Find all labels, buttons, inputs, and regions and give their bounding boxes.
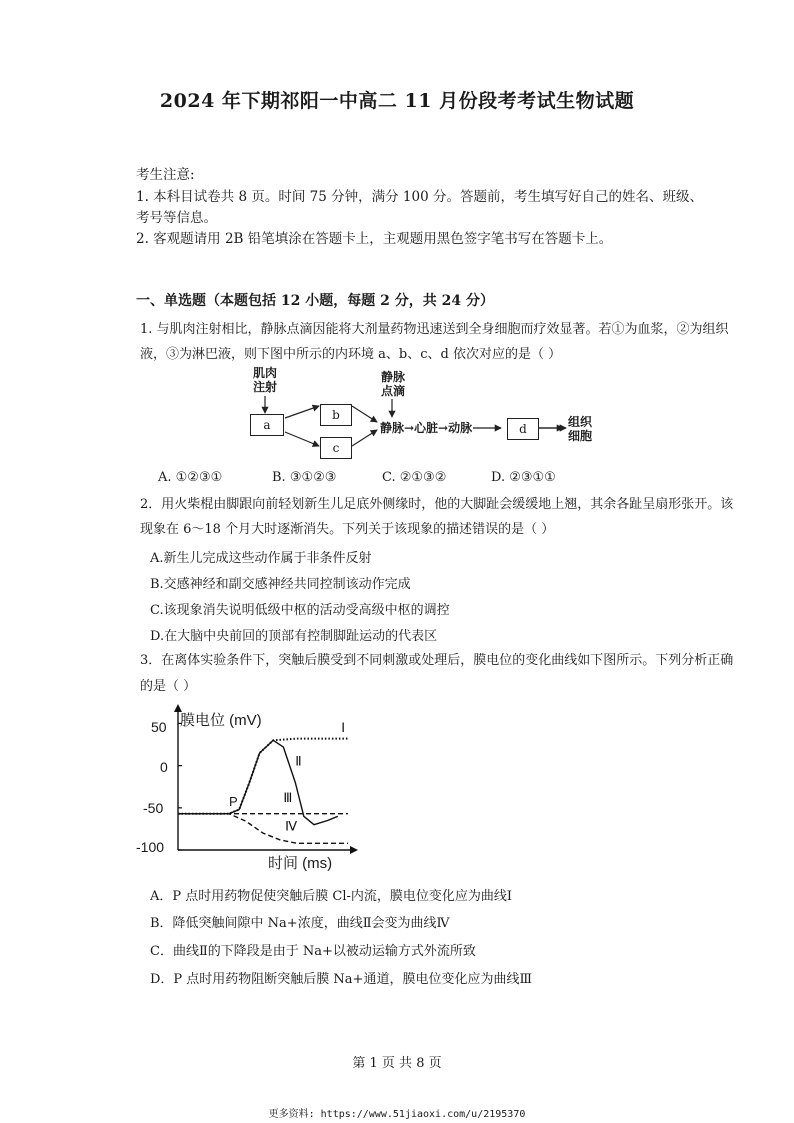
q2-option-c[interactable]: C.该现象消失说明低级中枢的活动受高级中枢的调控 <box>150 603 450 618</box>
vein-heart-artery-label: 静脉→心脏→动脉 <box>380 421 473 435</box>
series-label-1: Ⅰ <box>341 719 346 735</box>
q1-stem-line2: 液，③为淋巴液，则下图中所示的内环境 a、b、c、d 依次对应的是（ ） <box>140 347 562 362</box>
q2-stem-line2: 现象在 6～18 个月大时逐渐消失。下列关于该现象的描述错误的是（ ） <box>140 522 555 537</box>
q3-option-d[interactable]: D．P 点时用药物阻断突触后膜 Na+通道，膜电位变化应为曲线Ⅲ <box>150 972 532 987</box>
d-to-tissue-arrow <box>536 420 570 436</box>
y-tick-label: -50 <box>143 800 164 816</box>
y-axis-label: 膜电位 (mV) <box>180 712 262 729</box>
intramuscular-label: 肌肉 注射 <box>253 366 278 394</box>
notice-heading: 考生注意: <box>136 167 195 183</box>
q3-stem-line1: 3．在离体实验条件下，突触后膜受到不同刺激或处理后，膜电位的变化曲线如下图所示。下列分析正确 <box>140 653 734 668</box>
section-heading: 一、单选题（本题包括 12 小题，每题 2 分，共 24 分） <box>136 293 494 309</box>
notice-line-2: 2. 客观题请用 2B 铅笔填涂在答题卡上，主观题用黑色签字笔书写在答题卡上。 <box>136 231 613 247</box>
q2-option-a[interactable]: A.新生儿完成这些动作属于非条件反射 <box>150 551 372 566</box>
point-p-label: P <box>229 794 238 809</box>
page-footer: 第 1 页 共 8 页 <box>352 1056 442 1071</box>
q3-stem-line2: 的是（ ） <box>140 679 197 694</box>
q1-option-a[interactable]: A. ①②③① <box>158 470 223 485</box>
q1-stem-line1: 1. 与肌肉注射相比，静脉点滴因能将大剂量药物迅速送到全身细胞而疗效显著。若①为血浆，②为组织 <box>140 322 729 337</box>
node-d: d <box>507 418 539 440</box>
x-axis-arrow <box>350 846 358 854</box>
q1-option-d[interactable]: D. ②③①① <box>491 470 556 485</box>
series-label-4: Ⅳ <box>285 818 298 834</box>
exam-title: 2024 年下期祁阳一中高二 11 月份段考考试生物试题 <box>159 90 635 112</box>
q2-stem-line1: 2．用火柴棍由脚跟向前轻划新生儿足底外侧缘时，他的大脚趾会缓缓地上翘，其余各趾呈扇形张开。该 <box>140 497 734 512</box>
iv-drip-label: 静脉 点滴 <box>381 370 406 398</box>
node-a: a <box>250 414 284 436</box>
q3-option-b[interactable]: B．降低突触间隙中 Na+浓度，曲线Ⅱ会变为曲线Ⅳ <box>150 916 450 931</box>
q1-option-b[interactable]: B. ③①②③ <box>272 470 337 485</box>
x-axis-label: 时间 (ms) <box>268 855 333 872</box>
q3-option-c[interactable]: C．曲线Ⅱ的下降段是由于 Na+以被动运输方式外流所致 <box>150 944 476 959</box>
notice-line-1b: 考号等信息。 <box>136 210 217 226</box>
node-c: c <box>320 437 352 459</box>
source-note: 更多资料: https://www.51jiaoxi.com/u/2195370 <box>268 1109 526 1120</box>
series-label-3: Ⅲ <box>283 789 293 805</box>
q1-option-c[interactable]: C. ②①③② <box>382 470 447 485</box>
series-line-2 <box>178 740 338 824</box>
tissue-cell-label: 组织 细胞 <box>568 415 593 443</box>
chart-plot-area <box>170 700 360 860</box>
notice-line-1a: 1. 本科目试卷共 8 页。时间 75 分钟，满分 100 分。答题前，考生填写好自己的姓名、班级、 <box>136 189 703 205</box>
y-axis-arrow <box>174 704 182 712</box>
series-line-4 <box>178 814 348 844</box>
q3-option-a[interactable]: A．P 点时用药物促使突触后膜 Cl-内流，膜电位变化应为曲线Ⅰ <box>150 889 513 904</box>
node-b: b <box>320 404 352 426</box>
series-label-2: Ⅱ <box>295 753 302 769</box>
y-tick-label: 0 <box>160 759 168 775</box>
y-tick-label: -100 <box>136 839 165 855</box>
q2-option-b[interactable]: B.交感神经和副交感神经共同控制该动作完成 <box>150 577 411 592</box>
y-tick-label: 50 <box>151 719 167 735</box>
q2-option-d[interactable]: D.在大脑中央前回的顶部有控制脚趾运动的代表区 <box>150 629 438 644</box>
